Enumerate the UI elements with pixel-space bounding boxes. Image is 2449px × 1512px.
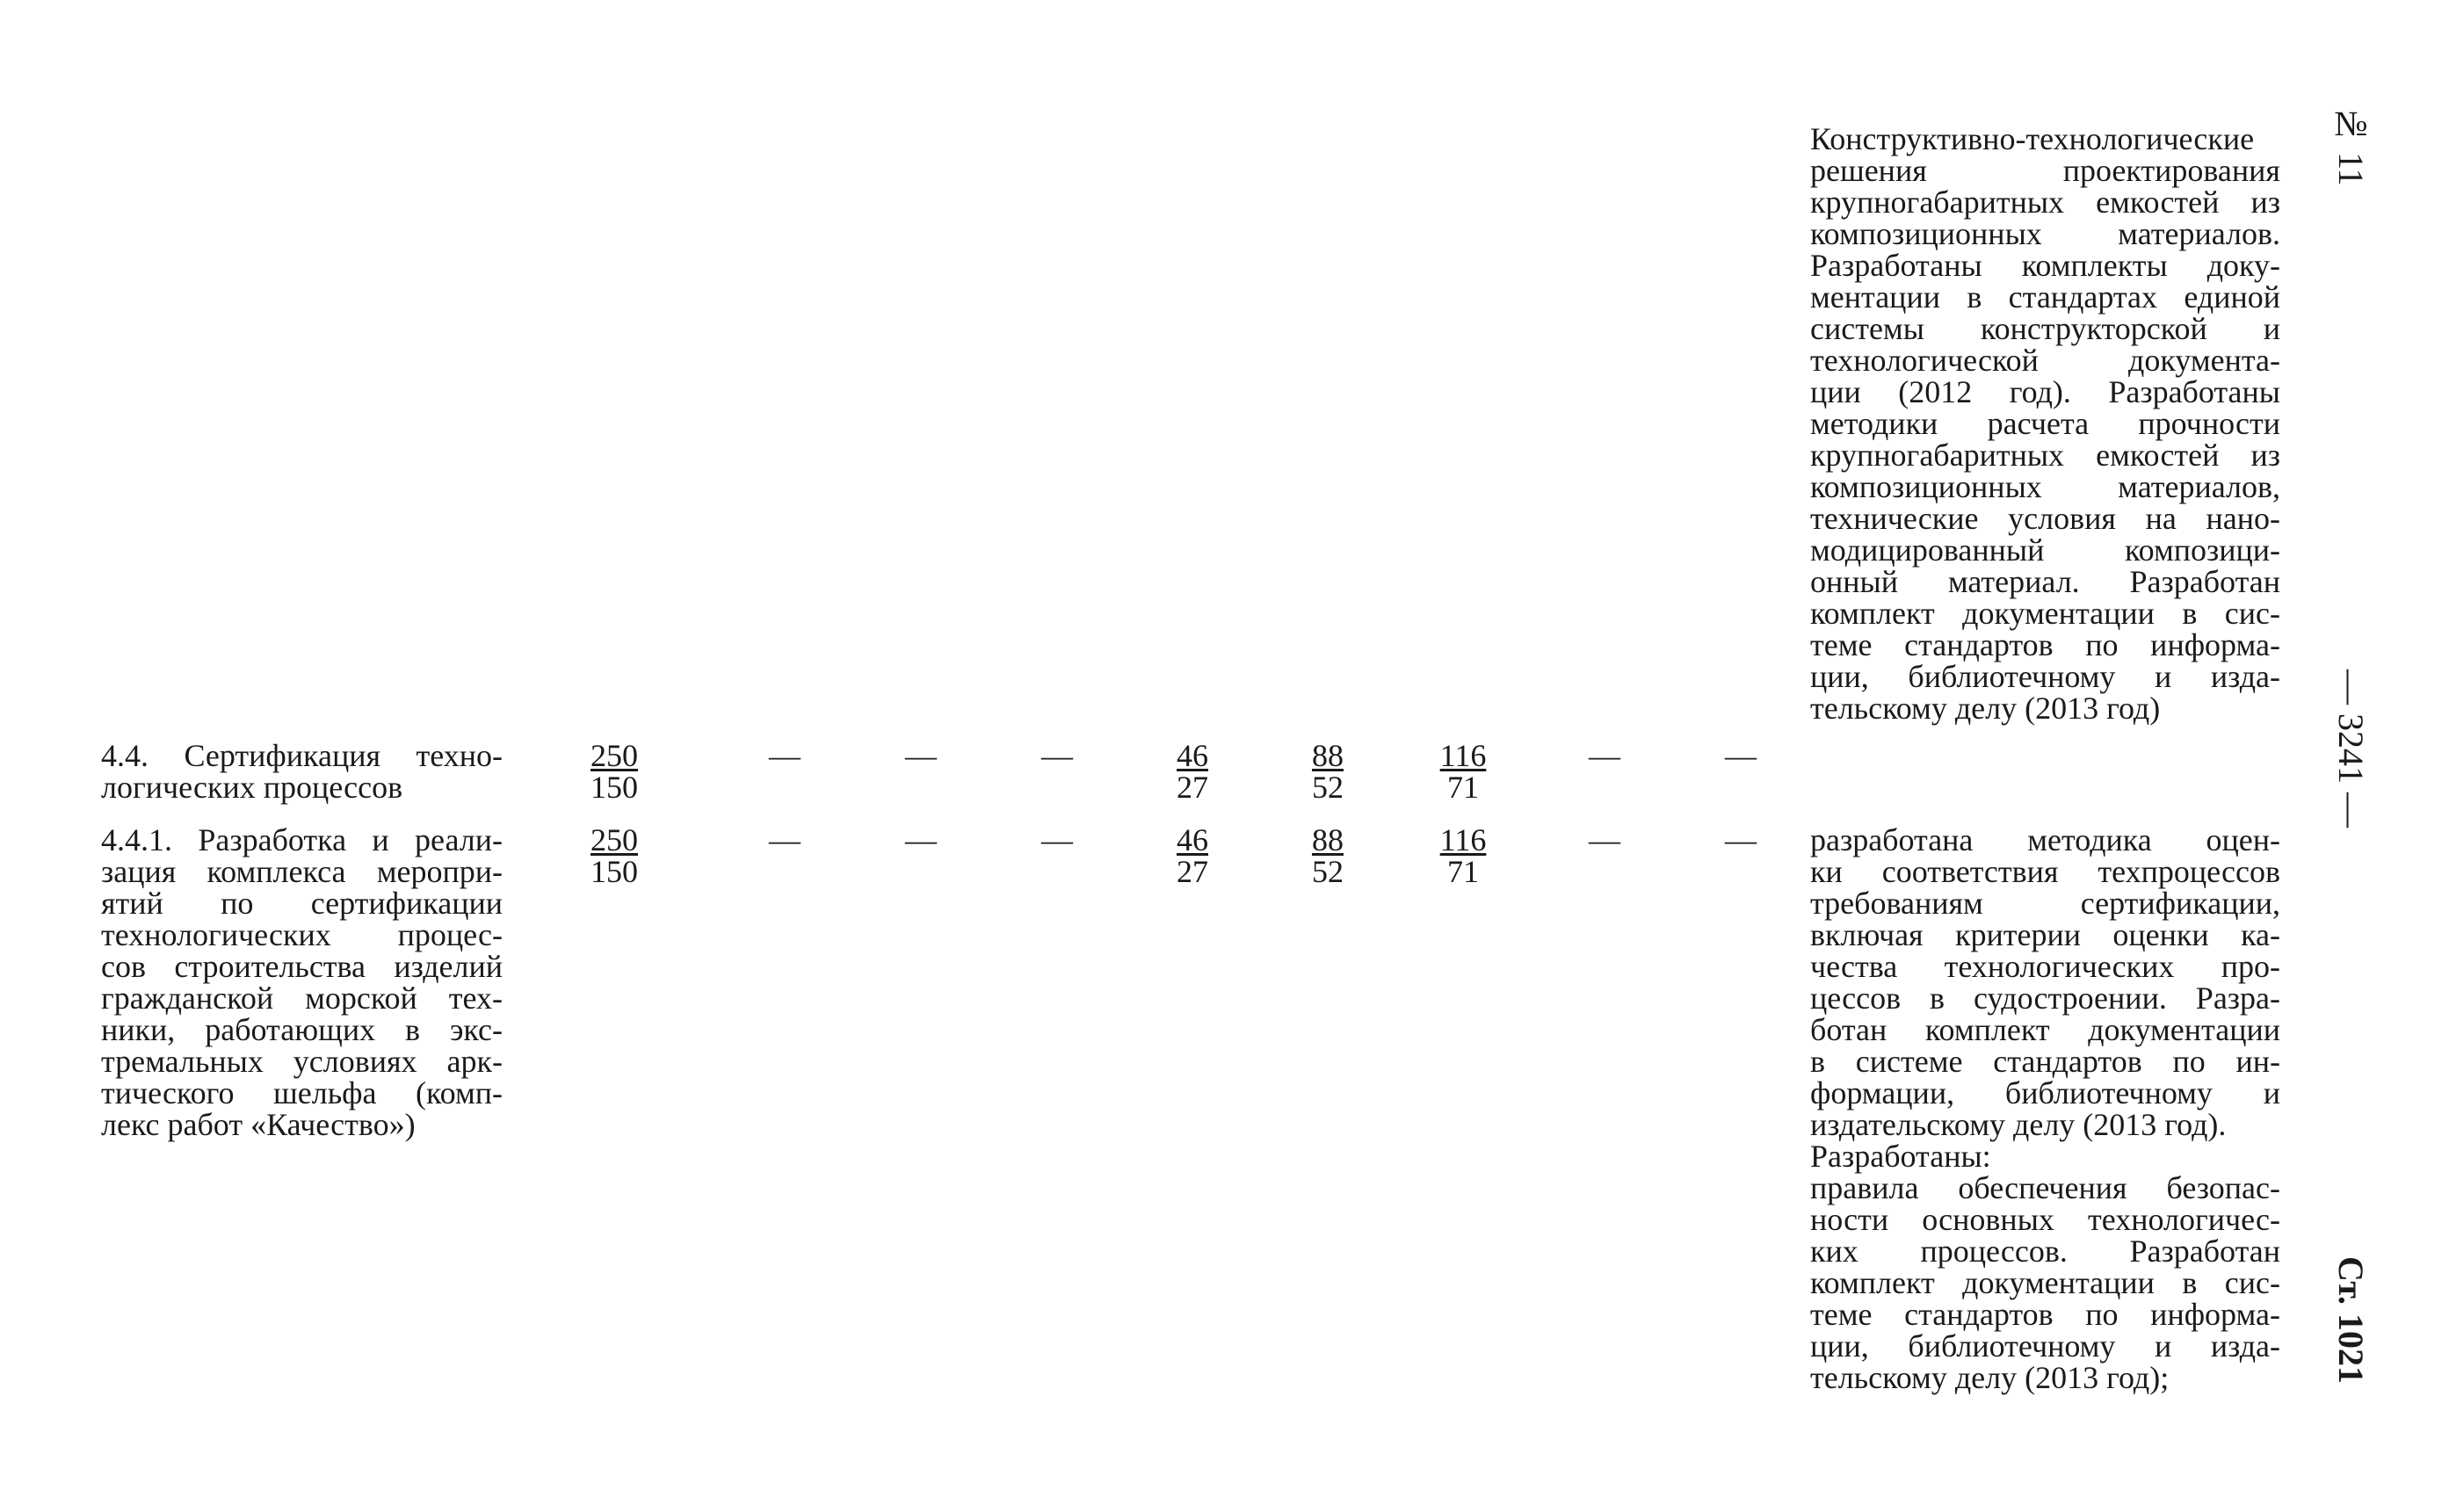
row-4-4-1-value-1-bottom: 27: [1177, 854, 1208, 889]
issue-number: № 11: [2331, 104, 2371, 186]
row-4-4-dash-1: —: [769, 738, 801, 773]
row-4-4-dash-3: —: [1041, 738, 1073, 773]
row-4-4-1-value-1: [1157, 824, 1228, 887]
row-4-4-1-total: [579, 824, 649, 887]
row-4-4-dash-4: —: [1589, 738, 1620, 773]
row-4-4-1-result-line: теме стандартов по информа-: [1810, 1297, 2280, 1332]
top-result-line: системы конструкторской и: [1810, 311, 2280, 346]
row-4-4-dash-5: —: [1725, 738, 1757, 773]
top-result-line: Разработаны комплекты доку-: [1810, 248, 2280, 283]
row-4-4-value-1-bottom: 27: [1177, 770, 1208, 805]
row-4-4-name: [101, 740, 503, 803]
top-result-line: теме стандартов по информа-: [1810, 627, 2280, 662]
row-4-4-1-name-line: 4.4.1. Разработка и реали-: [101, 822, 503, 857]
row-4-4-1-result-line: правила обеспечения безопас-: [1810, 1170, 2280, 1205]
top-result-line: решения проектирования: [1810, 153, 2280, 188]
row-4-4-1-name-line: гражданской морской тех-: [101, 980, 503, 1016]
row-4-4-1-name-line: тремальных условиях арк-: [101, 1044, 503, 1079]
row-4-4-1-result-line: Разработаны:: [1810, 1139, 1991, 1174]
row-4-4-value-2: [1293, 740, 1363, 803]
row-4-4-value-1: [1157, 740, 1228, 803]
row-4-4-value-2-bottom: 52: [1312, 770, 1344, 805]
row-4-4-value-3-bottom: 71: [1447, 770, 1479, 805]
row-4-4-1-name-line: ники, работающих в экс-: [101, 1012, 503, 1047]
row-4-4-1-result-line: ких процессов. Разработан: [1810, 1233, 2280, 1269]
top-result-line: комплект документации в сис-: [1810, 596, 2280, 631]
top-result-line: композиционных материалов,: [1810, 469, 2280, 504]
row-4-4-1-name: [101, 824, 503, 1140]
top-result-line: крупногабаритных емкостей из: [1810, 438, 2280, 473]
row-4-4-dash-2: —: [905, 738, 937, 773]
row-4-4-1-dash-4: —: [1589, 822, 1620, 857]
top-result-line: ментации в стандартах единой: [1810, 279, 2280, 315]
row-4-4-1-result-line: тельскому делу (2013 год);: [1810, 1360, 2170, 1395]
row-4-4-1-name-line: тического шельфа (комп-: [101, 1075, 503, 1110]
row-4-4-1-result-line: ки соответствия техпроцессов: [1810, 854, 2280, 889]
row-4-4-1-value-2-top: 88: [1312, 822, 1344, 857]
row-4-4-value-3: [1428, 740, 1498, 803]
top-result-line: Конструктивно-технологические: [1810, 121, 2255, 156]
top-result-line: технические условия на нано-: [1810, 501, 2280, 536]
top-result-text: [1810, 123, 2280, 724]
row-4-4-1-value-3-top: 116: [1439, 822, 1487, 857]
row-4-4-1-result-line: в системе стандартов по ин-: [1810, 1044, 2280, 1079]
top-result-line: тельскому делу (2013 год): [1810, 691, 2161, 726]
row-4-4-1-value-3-bottom: 71: [1447, 854, 1479, 889]
row-4-4-1-name-line: ятий по сертификации: [101, 886, 503, 921]
row-4-4-1-result-line: чества технологических про-: [1810, 949, 2280, 984]
row-4-4-1-dash-2: —: [905, 822, 937, 857]
row-4-4-value-3-top: 116: [1439, 738, 1487, 773]
row-4-4-1-result-line: ботан комплект документации: [1810, 1012, 2280, 1047]
row-4-4-1-result-line: ции, библиотечному и изда-: [1810, 1328, 2280, 1364]
row-4-4-1-name-line: сов строительства изделий: [101, 949, 503, 984]
row-4-4-1-dash-1: —: [769, 822, 801, 857]
row-4-4-1-value-1-top: 46: [1177, 822, 1208, 857]
row-4-4-1-result: [1810, 824, 2280, 1393]
row-4-4-1-dash-5: —: [1725, 822, 1757, 857]
article-number: Ст. 1021: [2331, 1256, 2371, 1384]
row-4-4-1-result-line: цессов в судостроении. Разра-: [1810, 980, 2280, 1016]
top-result-line: ции (2012 год). Разработаны: [1810, 374, 2280, 409]
row-4-4-1-total-top: 250: [591, 822, 638, 857]
row-4-4-1-total-bottom: 150: [591, 854, 638, 889]
row-4-4-1-result-line: ности основных технологичес-: [1810, 1202, 2280, 1237]
top-result-line: композиционных материалов.: [1810, 216, 2280, 251]
row-4-4-total: [579, 740, 649, 803]
row-4-4-1-result-line: разработана методика оцен-: [1810, 822, 2280, 857]
row-4-4-1-result-line: требованиям сертификации,: [1810, 886, 2280, 921]
row-4-4-1-name-line: лекс работ «Качество»): [101, 1107, 416, 1142]
top-result-line: технологической документа-: [1810, 343, 2280, 378]
row-4-4-1-dash-3: —: [1041, 822, 1073, 857]
row-4-4-value-2-top: 88: [1312, 738, 1344, 773]
row-4-4-1-value-2-bottom: 52: [1312, 854, 1344, 889]
row-4-4-name-line: логических процессов: [101, 770, 403, 805]
row-4-4-1-value-2: [1293, 824, 1363, 887]
row-4-4-1-name-line: технологических процес-: [101, 917, 503, 952]
row-4-4-name-line: 4.4. Сертификация техно-: [101, 738, 503, 773]
top-result-line: ции, библиотечному и изда-: [1810, 659, 2280, 694]
top-result-line: модицированный композици-: [1810, 532, 2280, 568]
row-4-4-1-result-line: формации, библиотечному и: [1810, 1075, 2280, 1110]
row-4-4-value-1-top: 46: [1177, 738, 1208, 773]
top-result-line: крупногабаритных емкостей из: [1810, 184, 2280, 220]
top-result-line: методики расчета прочности: [1810, 406, 2280, 441]
row-4-4-1-result-line: включая критерии оценки ка-: [1810, 917, 2280, 952]
row-4-4-1-value-3: [1428, 824, 1498, 887]
row-4-4-1-name-line: зация комплекса меропри-: [101, 854, 503, 889]
row-4-4-1-result-line: издательскому делу (2013 год).: [1810, 1107, 2227, 1142]
row-4-4-1-result-line: комплект документации в сис-: [1810, 1265, 2280, 1300]
row-4-4-total-top: 250: [591, 738, 638, 773]
row-4-4-total-bottom: 150: [591, 770, 638, 805]
top-result-line: онный материал. Разработан: [1810, 564, 2280, 599]
document-number: — 3241 —: [2331, 669, 2371, 828]
